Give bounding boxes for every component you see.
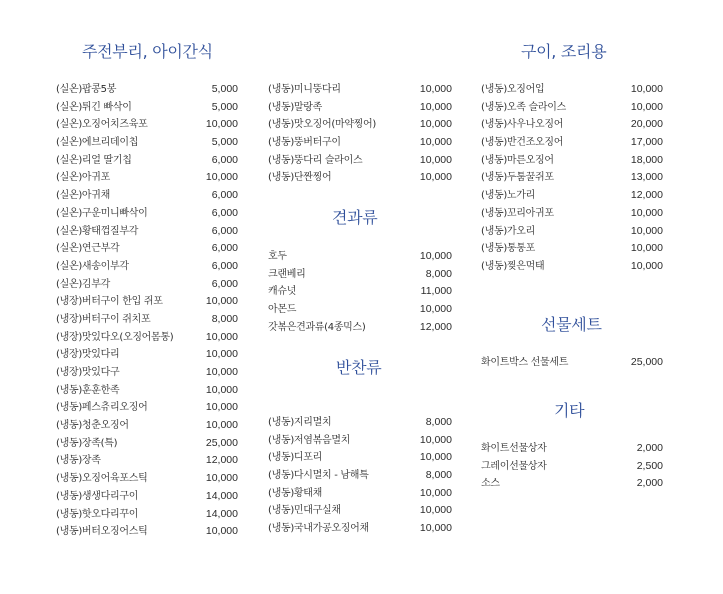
menu-item-name: (냉동)찢은먹태	[481, 260, 545, 272]
menu-item-row	[268, 134, 452, 152]
menu-item-price: 10,000	[630, 259, 663, 272]
menu-item-name: (냉동)청춘오징어	[56, 420, 129, 432]
menu-item-name: (냉동)오징어입	[481, 84, 545, 95]
menu-item-name: (냉장)버터구이 쥐치포	[56, 313, 151, 325]
menu-item-row	[56, 382, 238, 400]
sidedish-heading: 반찬류	[336, 358, 382, 377]
menu-item-row	[268, 449, 452, 467]
menu-item-name: (냉동)버터오징어스틱	[56, 526, 148, 538]
menu-item-row	[56, 417, 238, 435]
menu-item-row	[481, 223, 663, 241]
menu-item-name: 갓볶은견과류(4종믹스)	[268, 321, 366, 333]
menu-item-price: 25,000	[205, 436, 238, 449]
menu-item-row	[56, 205, 238, 223]
menu-item-row	[56, 293, 238, 311]
menu-item-price: 6,000	[211, 224, 238, 237]
menu-item-row	[481, 187, 663, 205]
menu-item-price: 10,000	[205, 419, 238, 432]
menu-item-price: 10,000	[630, 206, 663, 219]
menu-item-name: 화이트선물상자	[481, 443, 547, 454]
menu-item-row	[268, 152, 452, 170]
menu-item-name: (냉동)뚱버터구이	[268, 137, 341, 149]
menu-item-row	[268, 266, 452, 284]
menu-item-price: 18,000	[630, 153, 663, 166]
menu-item-name: (냉동)지리멸치	[268, 417, 332, 428]
menu-item-name: (냉동)생생다리구이	[56, 490, 139, 502]
nuts-list	[268, 248, 452, 336]
menu-item-name: (냉동)두툼꿀쥐포	[481, 172, 554, 184]
menu-item-row	[56, 99, 238, 117]
menu-item-price: 12,000	[630, 189, 663, 202]
etc-heading: 기타	[554, 401, 585, 420]
menu-item-price: 6,000	[211, 206, 238, 219]
menu-item-price: 8,000	[425, 469, 452, 482]
menu-item-row	[481, 240, 663, 258]
grill-heading: 구이, 조리용	[521, 42, 607, 61]
menu-item-row	[56, 329, 238, 347]
menu-item-price: 10,000	[630, 242, 663, 255]
menu-item-price: 10,000	[205, 171, 238, 184]
menu-item-name: (실온)팝콩5봉	[56, 84, 117, 95]
menu-item-row	[56, 81, 238, 99]
menu-item-name: (냉동)장족(특)	[56, 437, 118, 449]
menu-item-name: (냉동)국내가공오징어채	[268, 523, 369, 535]
menu-item-row	[481, 458, 663, 476]
menu-item-price: 10,000	[419, 83, 452, 95]
menu-item-name: (냉동)장족	[56, 455, 101, 467]
menu-item-row	[481, 99, 663, 117]
menu-item-row	[481, 475, 663, 493]
menu-item-price: 14,000	[205, 489, 238, 502]
menu-item-name: (냉동)디포리	[268, 452, 323, 464]
menu-item-name: (냉동)훈훈한족	[56, 384, 120, 396]
menu-item-price: 10,000	[630, 224, 663, 237]
menu-item-name: (실온)오징어치즈육포	[56, 119, 148, 131]
sidedish-list	[268, 414, 452, 538]
menu-item-row	[268, 99, 452, 117]
etc-list	[481, 440, 663, 493]
menu-item-row	[481, 116, 663, 134]
menu-item-price: 10,000	[419, 504, 452, 517]
menu-item-name: (냉장)맛있다리	[56, 349, 120, 361]
nuts-heading: 견과류	[332, 208, 378, 227]
menu-item-name: (냉동)황태채	[268, 487, 323, 499]
menu-item-price: 10,000	[205, 348, 238, 361]
menu-item-row	[56, 258, 238, 276]
menu-item-price: 6,000	[211, 242, 238, 255]
menu-item-name: (냉동)오족 슬라이스	[481, 101, 566, 113]
menu-item-price: 12,000	[205, 454, 238, 467]
menu-item-row	[481, 169, 663, 187]
menu-item-name: (냉동)민대구실채	[268, 505, 341, 517]
menu-item-row	[481, 205, 663, 223]
menu-item-row	[56, 116, 238, 134]
menu-item-price: 10,000	[419, 451, 452, 464]
menu-item-row	[56, 311, 238, 329]
menu-item-name: (냉동)핫오다리꾸이	[56, 508, 139, 520]
snacks-heading: 주전부리, 아이간식	[82, 42, 213, 61]
menu-item-name: (냉동)말랑족	[268, 101, 323, 113]
menu-item-price: 14,000	[205, 507, 238, 520]
menu-item-price: 6,000	[211, 259, 238, 272]
menu-item-name: (실온)아귀채	[56, 190, 111, 202]
menu-item-price: 13,000	[630, 171, 663, 184]
menu-item-price: 10,000	[205, 383, 238, 396]
grill-list	[481, 81, 663, 276]
menu-item-price: 25,000	[630, 356, 663, 368]
menu-item-row	[56, 169, 238, 187]
menu-item-name: (실온)구운미니빠삭이	[56, 207, 148, 219]
menu-item-row	[268, 116, 452, 134]
menu-item-name: (냉장)맛있다오(오징어몸통)	[56, 331, 174, 343]
menu-item-row	[56, 134, 238, 152]
menu-item-name: (냉장)버터구이 한입 쥐포	[56, 296, 163, 308]
menu-item-price: 10,000	[419, 486, 452, 499]
menu-item-name: 호두	[268, 251, 287, 262]
menu-item-name: (실온)김부각	[56, 278, 111, 290]
menu-item-row	[268, 301, 452, 319]
menu-item-name: (냉동)저염볶음멸치	[268, 434, 351, 446]
menu-item-row	[56, 223, 238, 241]
menu-item-price: 2,000	[636, 442, 663, 454]
menu-item-price: 10,000	[630, 83, 663, 95]
menu-item-name: 크랜베리	[268, 268, 306, 280]
menu-item-price: 8,000	[425, 267, 452, 280]
menu-item-name: (실온)아귀포	[56, 172, 111, 184]
menu-item-price: 10,000	[419, 100, 452, 113]
menu-item-row	[268, 81, 452, 99]
menu-item-name: (냉동)가오리	[481, 225, 536, 237]
menu-item-row	[56, 506, 238, 524]
menu-item-name: (실온)새송이부각	[56, 260, 129, 272]
menu-item-row	[268, 414, 452, 432]
menu-item-row	[268, 283, 452, 301]
menu-item-price: 11,000	[420, 285, 452, 298]
menu-item-row	[56, 435, 238, 453]
menu-item-name: (실온)리얼 딸기칩	[56, 154, 132, 166]
menu-item-price: 10,000	[205, 330, 238, 343]
menu-item-row	[56, 452, 238, 470]
menu-item-row	[56, 240, 238, 258]
menu-item-row	[268, 248, 452, 266]
menu-item-row	[56, 488, 238, 506]
menu-item-row	[268, 319, 452, 337]
menu-item-price: 6,000	[211, 189, 238, 202]
menu-item-name: (냉동)오징어육포스틱	[56, 473, 148, 485]
menu-item-price: 5,000	[211, 83, 238, 95]
menu-item-price: 8,000	[425, 416, 452, 428]
menu-item-price: 10,000	[419, 250, 452, 262]
menu-item-name: (냉동)사우나오징어	[481, 119, 564, 131]
menu-item-row	[56, 276, 238, 294]
snacks-list	[56, 81, 238, 541]
menu-item-row	[481, 440, 663, 458]
menu-item-name: (냉동)미니뚱다리	[268, 84, 341, 95]
menu-item-name: 아몬드	[268, 304, 297, 316]
menu-item-row	[56, 364, 238, 382]
menu-item-price: 10,000	[205, 295, 238, 308]
menu-item-price: 12,000	[419, 320, 452, 333]
menu-item-price: 10,000	[419, 118, 452, 131]
menu-item-row	[481, 81, 663, 99]
menu-item-price: 2,000	[636, 477, 663, 490]
menu-item-row	[268, 485, 452, 503]
snacks-continued-list	[268, 81, 452, 187]
menu-item-row	[56, 152, 238, 170]
menu-item-row	[56, 399, 238, 417]
menu-item-price: 10,000	[419, 171, 452, 184]
menu-item-row	[481, 354, 663, 372]
menu-item-price: 8,000	[211, 312, 238, 325]
menu-item-name: (냉동)뚱다리 슬라이스	[268, 154, 363, 166]
menu-item-name: (실온)에브리데이칩	[56, 137, 139, 149]
menu-item-row	[481, 152, 663, 170]
menu-item-name: (냉동)마른오징어	[481, 154, 554, 166]
menu-item-row	[56, 346, 238, 364]
gift-heading: 선물세트	[541, 315, 602, 334]
menu-item-price: 10,000	[205, 366, 238, 378]
menu-item-price: 6,000	[211, 153, 238, 166]
menu-item-price: 5,000	[211, 136, 238, 149]
menu-item-name: (실온)황태껍질부각	[56, 225, 139, 237]
menu-item-name: (냉동)통통포	[481, 243, 536, 255]
menu-item-price: 20,000	[630, 118, 663, 131]
menu-item-row	[268, 502, 452, 520]
menu-item-name: 화이트박스 선물세트	[481, 357, 569, 368]
menu-item-price: 10,000	[630, 100, 663, 113]
menu-item-name: (실온)튀긴 빠삭이	[56, 101, 132, 113]
menu-item-name: (냉동)다시멸치 - 남해특	[268, 470, 369, 482]
menu-item-row	[481, 258, 663, 276]
menu-item-price: 2,500	[636, 459, 663, 472]
menu-item-name: (냉장)맛있다구	[56, 367, 120, 378]
menu-item-row	[268, 432, 452, 450]
menu-item-row	[268, 169, 452, 187]
menu-item-name: (냉동)꼬리아귀포	[481, 207, 554, 219]
menu-item-price: 10,000	[205, 118, 238, 131]
menu-item-name: 소스	[481, 478, 500, 490]
menu-item-price: 10,000	[205, 401, 238, 414]
menu-item-row	[268, 467, 452, 485]
menu-item-row	[56, 187, 238, 205]
menu-item-price: 10,000	[419, 433, 452, 446]
menu-item-row	[56, 523, 238, 541]
menu-item-price: 10,000	[419, 153, 452, 166]
gift-list	[481, 354, 663, 372]
menu-item-price: 6,000	[211, 277, 238, 290]
menu-item-row	[56, 470, 238, 488]
menu-item-price: 10,000	[205, 472, 238, 485]
menu-item-row	[481, 134, 663, 152]
menu-item-price: 10,000	[419, 136, 452, 149]
menu-item-price: 10,000	[419, 303, 452, 316]
menu-item-name: (실온)연근부각	[56, 243, 120, 255]
menu-item-name: 그레이선물상자	[481, 460, 547, 472]
menu-item-name: (냉동)맛오징어(마약찡어)	[268, 119, 377, 131]
menu-item-name: (냉동)페스츄리오징어	[56, 402, 148, 414]
menu-item-price: 10,000	[419, 522, 452, 535]
menu-item-name: 캐슈넛	[268, 286, 297, 298]
menu-item-row	[268, 520, 452, 538]
menu-item-price: 5,000	[211, 100, 238, 113]
menu-item-name: (냉동)단짠찡어	[268, 172, 332, 184]
menu-item-price: 17,000	[630, 136, 663, 149]
menu-item-name: (냉동)노가리	[481, 190, 536, 202]
menu-item-name: (냉동)반건조오징어	[481, 137, 564, 149]
menu-item-price: 10,000	[205, 525, 238, 538]
